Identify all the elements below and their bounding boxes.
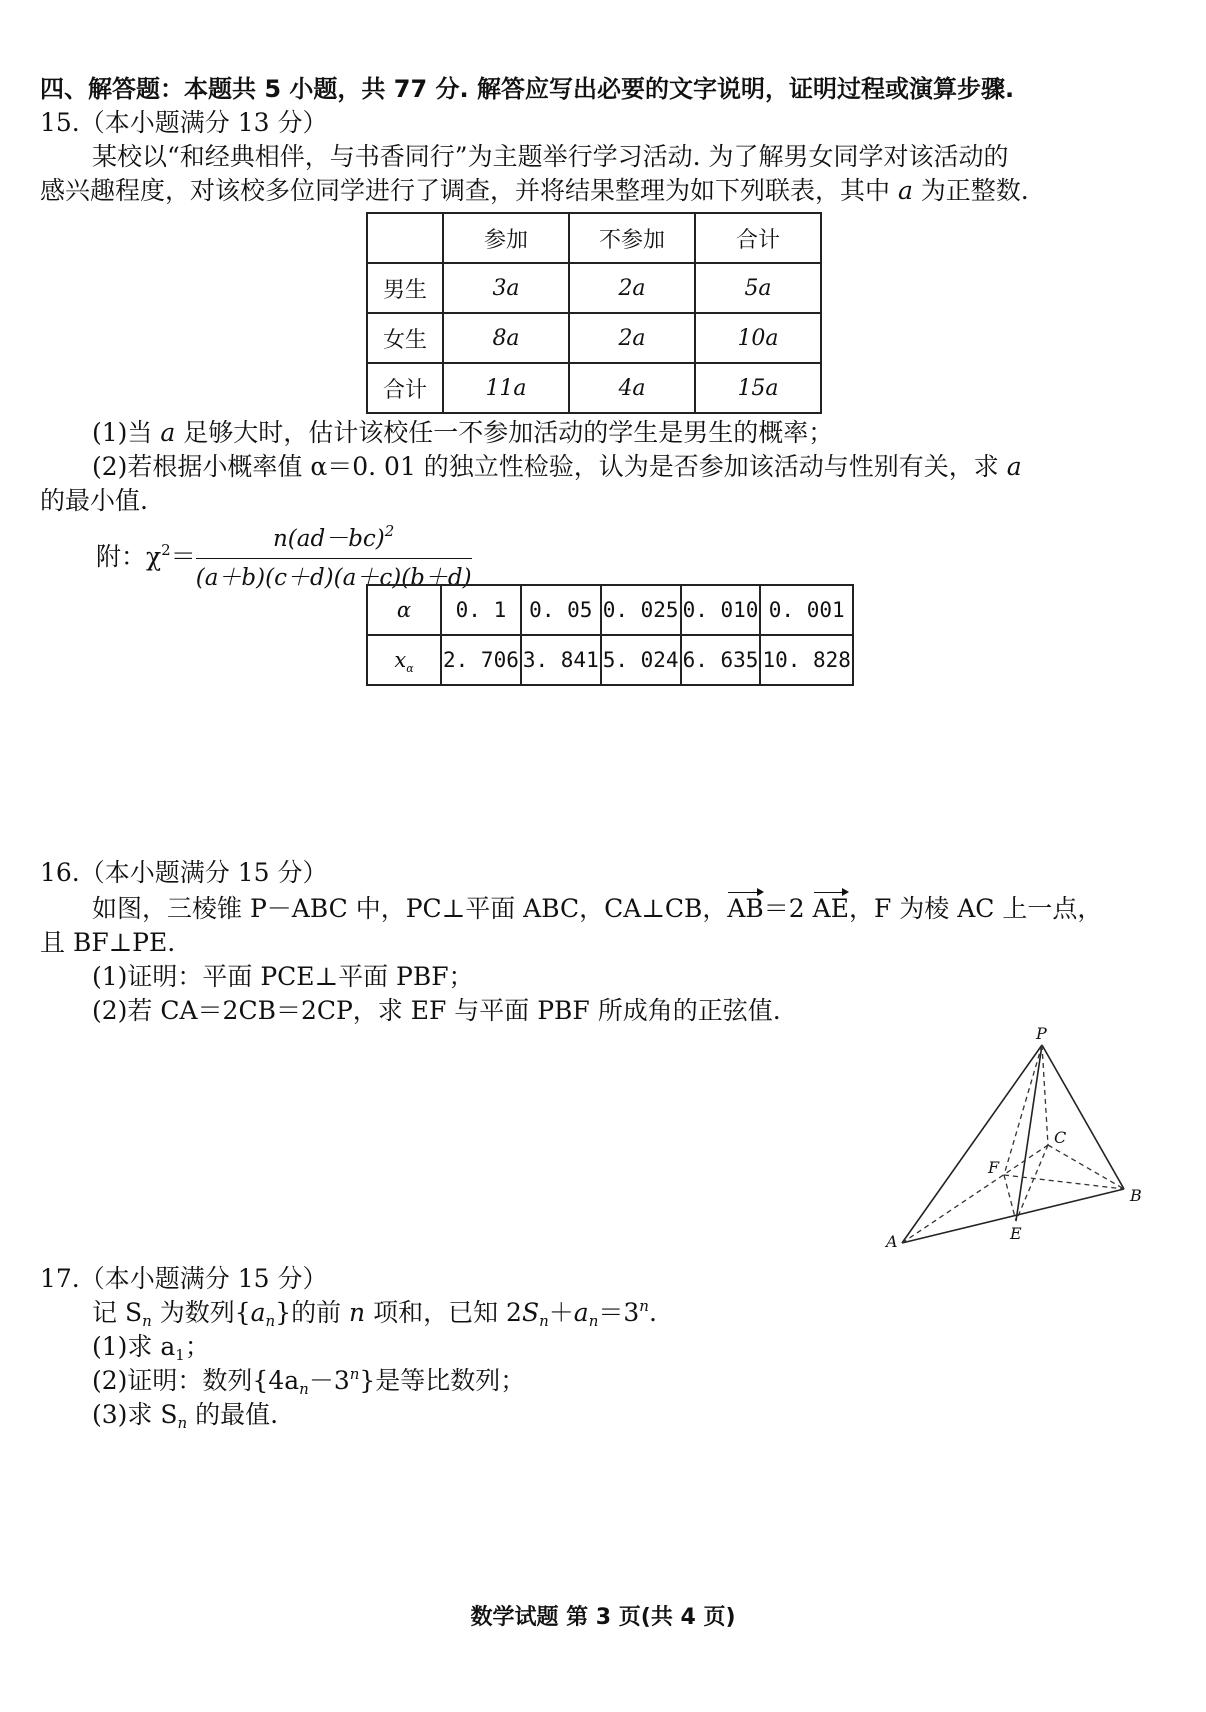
table-row	[367, 313, 821, 363]
table-header-cell: 合计	[695, 213, 821, 263]
label-c: C	[1054, 1128, 1067, 1147]
table-cell: 女生	[367, 313, 443, 363]
q16-stem-line2: 且 BF⊥PE.	[40, 928, 176, 957]
table-cell: 0. 05	[521, 585, 601, 635]
table-cell: 11a	[443, 363, 569, 413]
appendix-formula: 附：$\chi^2=$ $\frac{n(ad-bc)^2}{(a+b)(c+d)(a+c)(b+d)}$	[96, 522, 472, 591]
section-header: 四、解答题：本题共 5 小题，共 77 分. 解答应写出必要的文字说明，证明过程或演算步骤.	[40, 75, 1015, 103]
table-row	[367, 263, 821, 313]
table-cell: 5. 024	[601, 635, 681, 685]
table-cell: 6. 635	[681, 635, 761, 685]
q17-stem: 记 $S_n$ 为数列$\{a_n\}$的前 n 项和，已知 $2S_n+a_n=3^n$.	[92, 1297, 657, 1330]
table-cell: 0. 1	[441, 585, 521, 635]
edge-pc	[1042, 1045, 1048, 1145]
edge-ac	[902, 1145, 1048, 1243]
label-e: E	[1010, 1224, 1022, 1243]
table-row	[367, 213, 821, 263]
q15-heading: 15.（本小题满分 13 分）	[40, 108, 328, 137]
contingency-table	[366, 212, 822, 414]
q16-heading: 16.（本小题满分 15 分）	[40, 858, 328, 887]
q17-heading: 17.（本小题满分 15 分）	[40, 1264, 328, 1293]
table-cell: 男生	[367, 263, 443, 313]
table-cell: 15a	[695, 363, 821, 413]
segment-pf	[1004, 1045, 1042, 1175]
label-b: B	[1130, 1186, 1142, 1205]
table-cell: 8a	[443, 313, 569, 363]
table-cell: 10a	[695, 313, 821, 363]
table-cell: 3. 841	[521, 635, 601, 685]
q15-part1: (1)当 a 足够大时，估计该校任一不参加活动的学生是男生的概率；	[92, 418, 834, 447]
table-cell: 合计	[367, 363, 443, 413]
q17-part3: (3)求 $S_n$ 的最值.	[92, 1400, 279, 1432]
q16-stem-line1: 如图，三棱锥 P－ABC 中，PC⊥平面 ABC，CA⊥CB，AB＝2 AE，F 为棱 AC 上一点，	[92, 892, 1102, 926]
edge-pb	[1042, 1045, 1124, 1189]
label-f: F	[988, 1158, 1000, 1177]
table-cell: 2. 706	[441, 635, 521, 685]
table-cell: 0. 001	[760, 585, 853, 635]
q15-stem-line1: 某校以“和经典相伴，与书香同行”为主题举行学习活动. 为了解男女同学对该活动的	[92, 142, 1009, 171]
q15-part2: (2)若根据小概率值 α＝0. 01 的独立性检验，认为是否参加该活动与性别有关，求 a	[92, 452, 1022, 481]
critical-value-table	[366, 584, 854, 686]
q17-part1: (1)求 $a_1$；	[92, 1332, 210, 1364]
label-a: A	[886, 1232, 898, 1250]
table-cell: 0. 010	[681, 585, 761, 635]
table-cell: 3a	[443, 263, 569, 313]
table-cell: 0. 025	[601, 585, 681, 635]
q16-part2: (2)若 CA＝2CB＝2CP，求 EF 与平面 PBF 所成角的正弦值.	[92, 996, 781, 1025]
table-header-cell: 参加	[443, 213, 569, 263]
x-alpha-label: $x_\alpha$	[367, 635, 441, 685]
table-cell: 2a	[569, 263, 695, 313]
segment-pe	[1016, 1045, 1042, 1221]
q15-part2-cont: 的最小值.	[40, 486, 148, 515]
page-footer: 数学试题 第 3 页(共 4 页)	[470, 1605, 736, 1630]
vector-ae: AE	[813, 892, 849, 926]
table-cell: 4a	[569, 363, 695, 413]
q16-part1: (1)证明：平面 PCE⊥平面 PBF；	[92, 962, 474, 991]
table-cell: 10. 828	[760, 635, 853, 685]
label-p: P	[1036, 1025, 1047, 1043]
alpha-label: α	[367, 585, 441, 635]
table-row	[367, 585, 853, 635]
q17-part2: (2)证明：数列$\{4a_n-3^n\}$是等比数列；	[92, 1365, 526, 1398]
table-cell: 5a	[695, 263, 821, 313]
table-row	[367, 635, 853, 685]
tetrahedron-figure	[880, 1025, 1160, 1250]
table-cell: 2a	[569, 313, 695, 363]
segment-fe	[1004, 1175, 1016, 1221]
edge-cb	[1048, 1145, 1124, 1189]
vector-ab: AB	[727, 892, 763, 926]
table-header-cell: 不参加	[569, 213, 695, 263]
table-header-cell	[367, 213, 443, 263]
q15-stem-line2: 感兴趣程度，对该校多位同学进行了调查，并将结果整理为如下列联表，其中 a 为正整数.	[40, 176, 1029, 205]
table-row	[367, 363, 821, 413]
